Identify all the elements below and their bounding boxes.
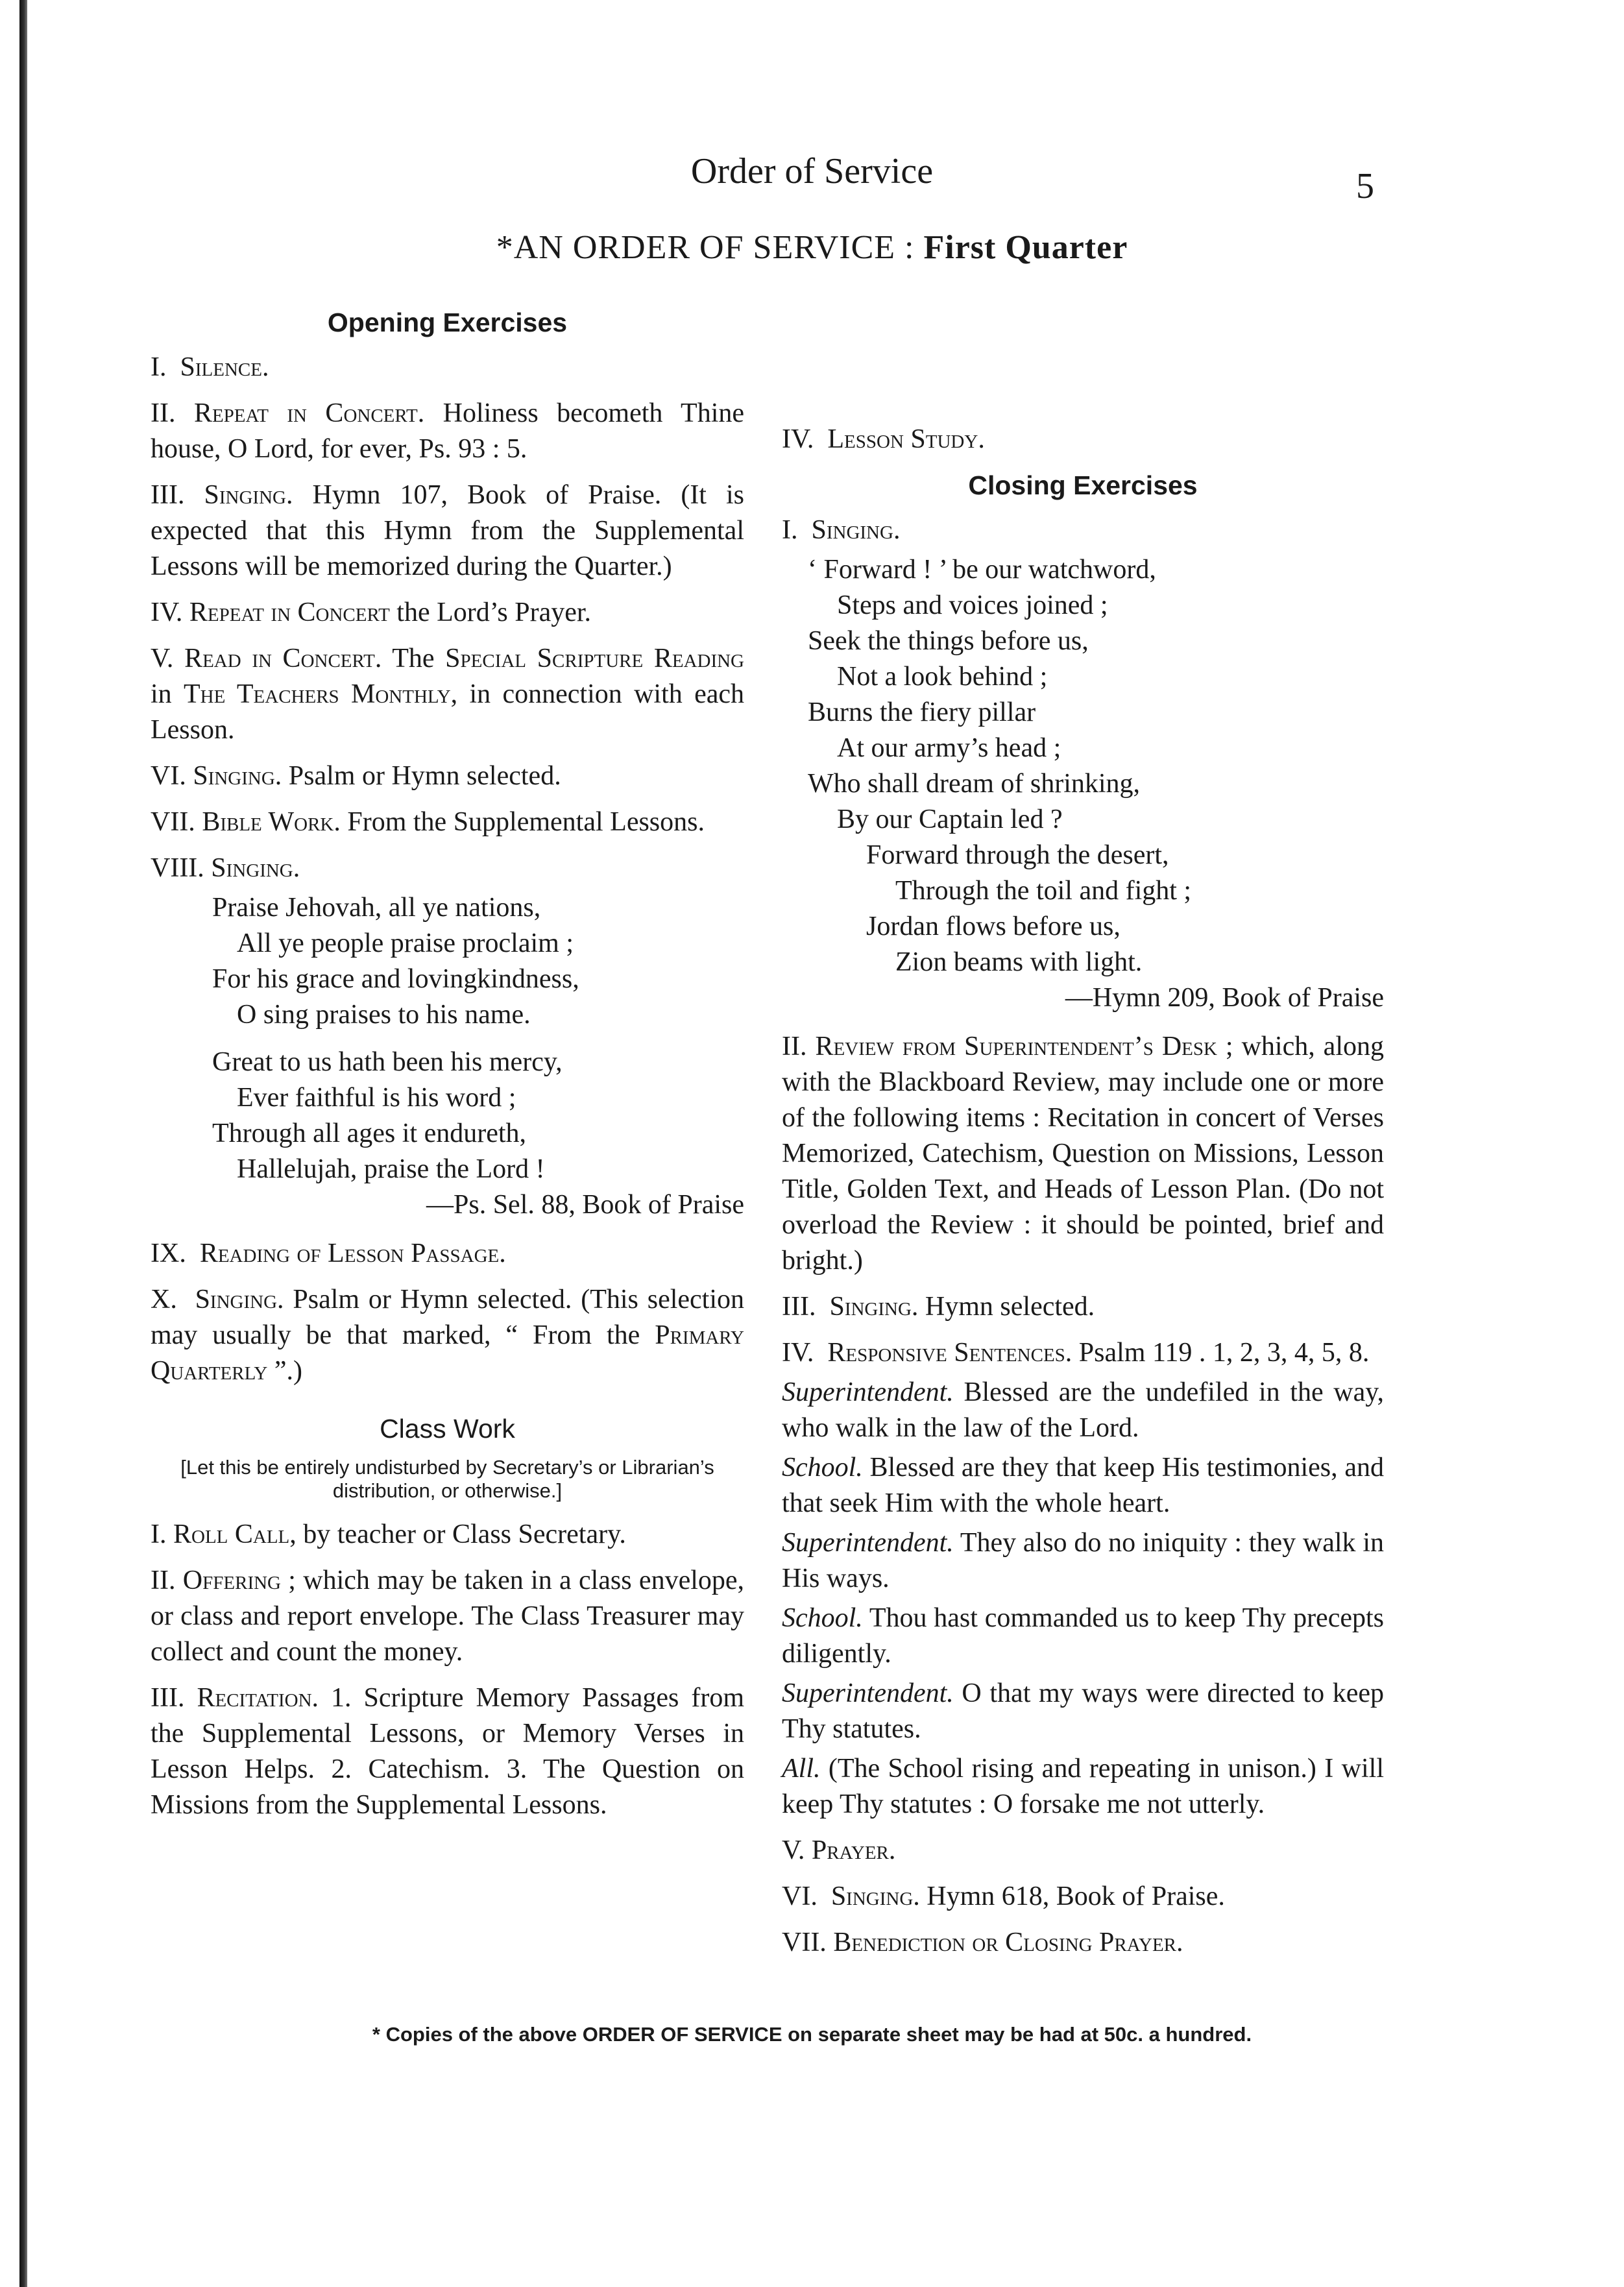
classwork-item-2 — [151, 1563, 744, 1670]
item-number: III. — [151, 1683, 185, 1713]
speaker-label: Superintendent. — [782, 1377, 954, 1407]
hymn-line: By our Captain led ? — [837, 805, 1063, 834]
item-title: Read in Concert. — [184, 644, 382, 673]
item-title: Singing. — [211, 853, 300, 883]
item-text: Holiness becometh Thine house, O Lord, for ever, Ps. 93 : 5. — [151, 398, 745, 464]
hymn-line: For his grace and lovingkindness, — [212, 964, 579, 994]
opening-item-3 — [151, 478, 744, 585]
item-number: IV. — [782, 1338, 814, 1368]
responsive-sentence — [782, 1601, 1384, 1672]
responsive-sentence — [782, 1676, 1384, 1747]
sentence-text: Thou hast commanded us to keep Thy precepts diligently. — [782, 1603, 1384, 1669]
hymn-attribution: —Ps. Sel. 88, Book of Praise — [426, 1190, 744, 1220]
item-title: Singing. — [195, 1285, 284, 1314]
closing-exercises-heading: Closing Exercises — [968, 470, 1198, 500]
item-text: in connection with each Lesson. — [151, 679, 745, 745]
item-number: VII. — [782, 1928, 827, 1957]
closing-item-6 — [782, 1879, 1384, 1915]
item-title: Offering ; — [182, 1566, 296, 1595]
left-column — [151, 305, 744, 1833]
item-text: ”.) — [274, 1356, 302, 1386]
item-text: 1. Scripture Memory Passages from the Supplemental Lessons, or Memory Verses in Lesson Helps. 2. Catechism. 3. The Question on Missions from the Supplemental Lessons. — [151, 1683, 745, 1820]
speaker-label: School. — [782, 1453, 863, 1482]
item-number: VI. — [151, 761, 186, 791]
sentence-text: They also do no iniquity : they walk in His ways. — [782, 1528, 1384, 1593]
item-number: VI. — [782, 1882, 818, 1911]
hymn-line: Seek the things before us, — [808, 626, 1089, 656]
footnote: * Copies of the above ORDER OF SERVICE on separate sheet may be had at 50c. a hundred. — [372, 2023, 1252, 2046]
item-text: Hymn 618, Book of Praise. — [927, 1882, 1225, 1911]
item-title: Responsive Sentences. — [827, 1338, 1073, 1368]
hymn-line: Steps and voices joined ; — [837, 590, 1108, 620]
item-text: Psalm or Hymn selected. (This selection may usually be that marked, “ From the — [151, 1285, 745, 1350]
item-title: Recitation. — [197, 1683, 319, 1713]
item-number: X. — [151, 1285, 177, 1314]
hymn-line: Praise Jehovah, all ye nations, — [212, 893, 541, 923]
item-title: Lesson Study. — [827, 424, 985, 454]
opening-item-7 — [151, 805, 744, 840]
item-number: I. — [782, 515, 798, 545]
responsive-sentence — [782, 1450, 1384, 1521]
opening-item-1 — [151, 350, 744, 385]
right-column — [782, 422, 1384, 1971]
item-text: The — [392, 644, 435, 673]
opening-item-10 — [151, 1282, 744, 1389]
hymn-line: Through all ages it endureth, — [212, 1119, 527, 1148]
item-smallcaps: Special Scripture Reading — [445, 644, 744, 673]
title-subtitle: First Quarter — [923, 229, 1128, 266]
item-number: II. — [151, 1566, 176, 1595]
closing-item-5 — [782, 1833, 1384, 1869]
hymn-line: ‘ Forward ! ’ be our watchword, — [808, 555, 1156, 585]
speaker-label: Superintendent. — [782, 1528, 954, 1558]
hymn-line: Through the toil and fight ; — [895, 876, 1192, 906]
class-work-note: [Let this be entirely undisturbed by Secretary’s or Librarian’s distribution, or otherwise.] — [180, 1456, 714, 1502]
classwork-item-1 — [151, 1517, 744, 1553]
item-number: I. — [151, 1519, 167, 1549]
hymn-line: All ye people praise proclaim ; — [237, 928, 574, 958]
responsive-sentence — [782, 1525, 1384, 1597]
title-main: *AN ORDER OF SERVICE : — [496, 229, 924, 266]
opening-item-6 — [151, 758, 744, 794]
closing-item-7 — [782, 1925, 1384, 1961]
item-text: Psalm 119 . 1, 2, 3, 4, 5, 8. — [1078, 1338, 1370, 1368]
item-title: Singing. — [829, 1292, 919, 1322]
item-number: VII. — [151, 807, 195, 837]
page-number: 5 — [1356, 166, 1374, 206]
classwork-item-4 — [782, 422, 1384, 457]
sentence-text: Blessed are the undefiled in the way, who walk in the law of the Lord. — [782, 1377, 1384, 1443]
item-number: V. — [151, 644, 174, 673]
hymn-line: Hallelujah, praise the Lord ! — [237, 1154, 545, 1184]
item-title: Prayer. — [811, 1835, 896, 1865]
item-number: V. — [782, 1835, 805, 1865]
item-number: IX. — [151, 1239, 186, 1268]
running-head: Order of Service — [690, 151, 934, 191]
item-text: From the Supplemental Lessons. — [347, 807, 705, 837]
item-title: Review from Superintendent’s Desk ; — [815, 1032, 1233, 1061]
hymn-line: Forward through the desert, — [866, 840, 1169, 870]
hymn-line: Great to us hath been his mercy, — [212, 1047, 563, 1077]
hymn-stanza — [782, 552, 1384, 980]
opening-exercises-heading: Opening Exercises — [327, 308, 568, 337]
item-smallcaps: Primary Quarterly — [151, 1320, 744, 1386]
item-title: Singing. — [193, 761, 282, 791]
hymn-attribution: —Hymn 209, Book of Praise — [1065, 983, 1384, 1013]
responsive-sentence — [782, 1375, 1384, 1446]
item-title: Reading of Lesson Passage. — [199, 1239, 506, 1268]
closing-item-2 — [782, 1029, 1384, 1279]
item-title: Repeat in Concert. — [193, 398, 425, 428]
speaker-label: Superintendent. — [782, 1678, 954, 1708]
item-title: Roll Call, — [173, 1519, 297, 1549]
item-number: VIII. — [151, 853, 204, 883]
opening-item-8 — [151, 851, 744, 886]
item-number: I. — [151, 352, 167, 382]
item-text: Hymn selected. — [925, 1292, 1095, 1322]
closing-item-3 — [782, 1289, 1384, 1325]
item-title: Bible Work. — [202, 807, 341, 837]
hymn-line: O sing praises to his name. — [237, 1000, 531, 1030]
opening-item-4 — [151, 595, 744, 631]
sentence-text: O that my ways were directed to keep Thy statutes. — [782, 1678, 1384, 1744]
responsive-sentence — [782, 1751, 1384, 1822]
item-title: Singing. — [830, 1882, 920, 1911]
item-title: Silence. — [180, 352, 269, 382]
item-title: Benediction or Closing Prayer. — [833, 1928, 1183, 1957]
item-text: which, along with the Blackboard Review, may include one or more of the following items : Recitation in concert of Verses Memorized, Catechism, Question on Missions, Lesson Title, Golden Text, and Heads of Lesson Plan. (Do not overload the Review : it should be pointed, brief and bright.) — [782, 1032, 1384, 1276]
item-title: Singing. — [811, 515, 901, 545]
item-number: IV. — [151, 598, 183, 627]
hymn-line: At our army’s head ; — [837, 733, 1061, 763]
item-text: Psalm or Hymn selected. — [288, 761, 561, 791]
sentence-text: Blessed are they that keep His testimonies, and that seek Him with the whole heart. — [782, 1453, 1384, 1518]
sentence-text: (The School rising and repeating in unison.) I will keep Thy statutes : O forsake me not utterly. — [782, 1754, 1384, 1819]
hymn-line: Not a look behind ; — [837, 662, 1048, 692]
closing-item-4 — [782, 1335, 1384, 1371]
item-text: Hymn 107, Book of Praise. (It is expected that this Hymn from the Supplemental Lessons will be memorized during the Quarter.) — [151, 480, 745, 581]
hymn-stanza — [151, 890, 744, 1033]
item-title: Singing. — [204, 480, 293, 510]
classwork-item-3 — [151, 1680, 744, 1823]
hymn-line: Ever faithful is his word ; — [237, 1083, 516, 1113]
item-number: III. — [151, 480, 185, 510]
item-number: II. — [782, 1032, 807, 1061]
hymn-stanza — [151, 1045, 744, 1187]
speaker-label: School. — [782, 1603, 863, 1633]
hymn-line: Jordan flows before us, — [866, 912, 1121, 941]
item-title: Repeat in Concert — [189, 598, 390, 627]
class-work-heading: Class Work — [380, 1414, 515, 1444]
opening-item-5 — [151, 641, 744, 748]
speaker-label: All. — [782, 1754, 821, 1784]
item-text: by teacher or Class Secretary. — [303, 1519, 626, 1549]
hymn-line: Zion beams with light. — [895, 947, 1143, 977]
page-title — [0, 228, 1624, 267]
item-number: IV. — [782, 424, 814, 454]
item-text: which may be taken in a class envelope, or class and report envelope. The Class Treasurer may collect and count the money. — [151, 1566, 745, 1667]
item-smallcaps: The Teachers Monthly, — [184, 679, 458, 709]
item-text: the Lord’s Prayer. — [396, 598, 592, 627]
item-number: II. — [151, 398, 176, 428]
closing-item-1 — [782, 513, 1384, 548]
opening-item-9 — [151, 1236, 744, 1272]
hymn-line: Who shall dream of shrinking, — [808, 769, 1141, 799]
hymn-line: Burns the fiery pillar — [808, 697, 1036, 727]
item-number: III. — [782, 1292, 816, 1322]
opening-item-2 — [151, 396, 744, 467]
item-text: in — [151, 679, 172, 709]
